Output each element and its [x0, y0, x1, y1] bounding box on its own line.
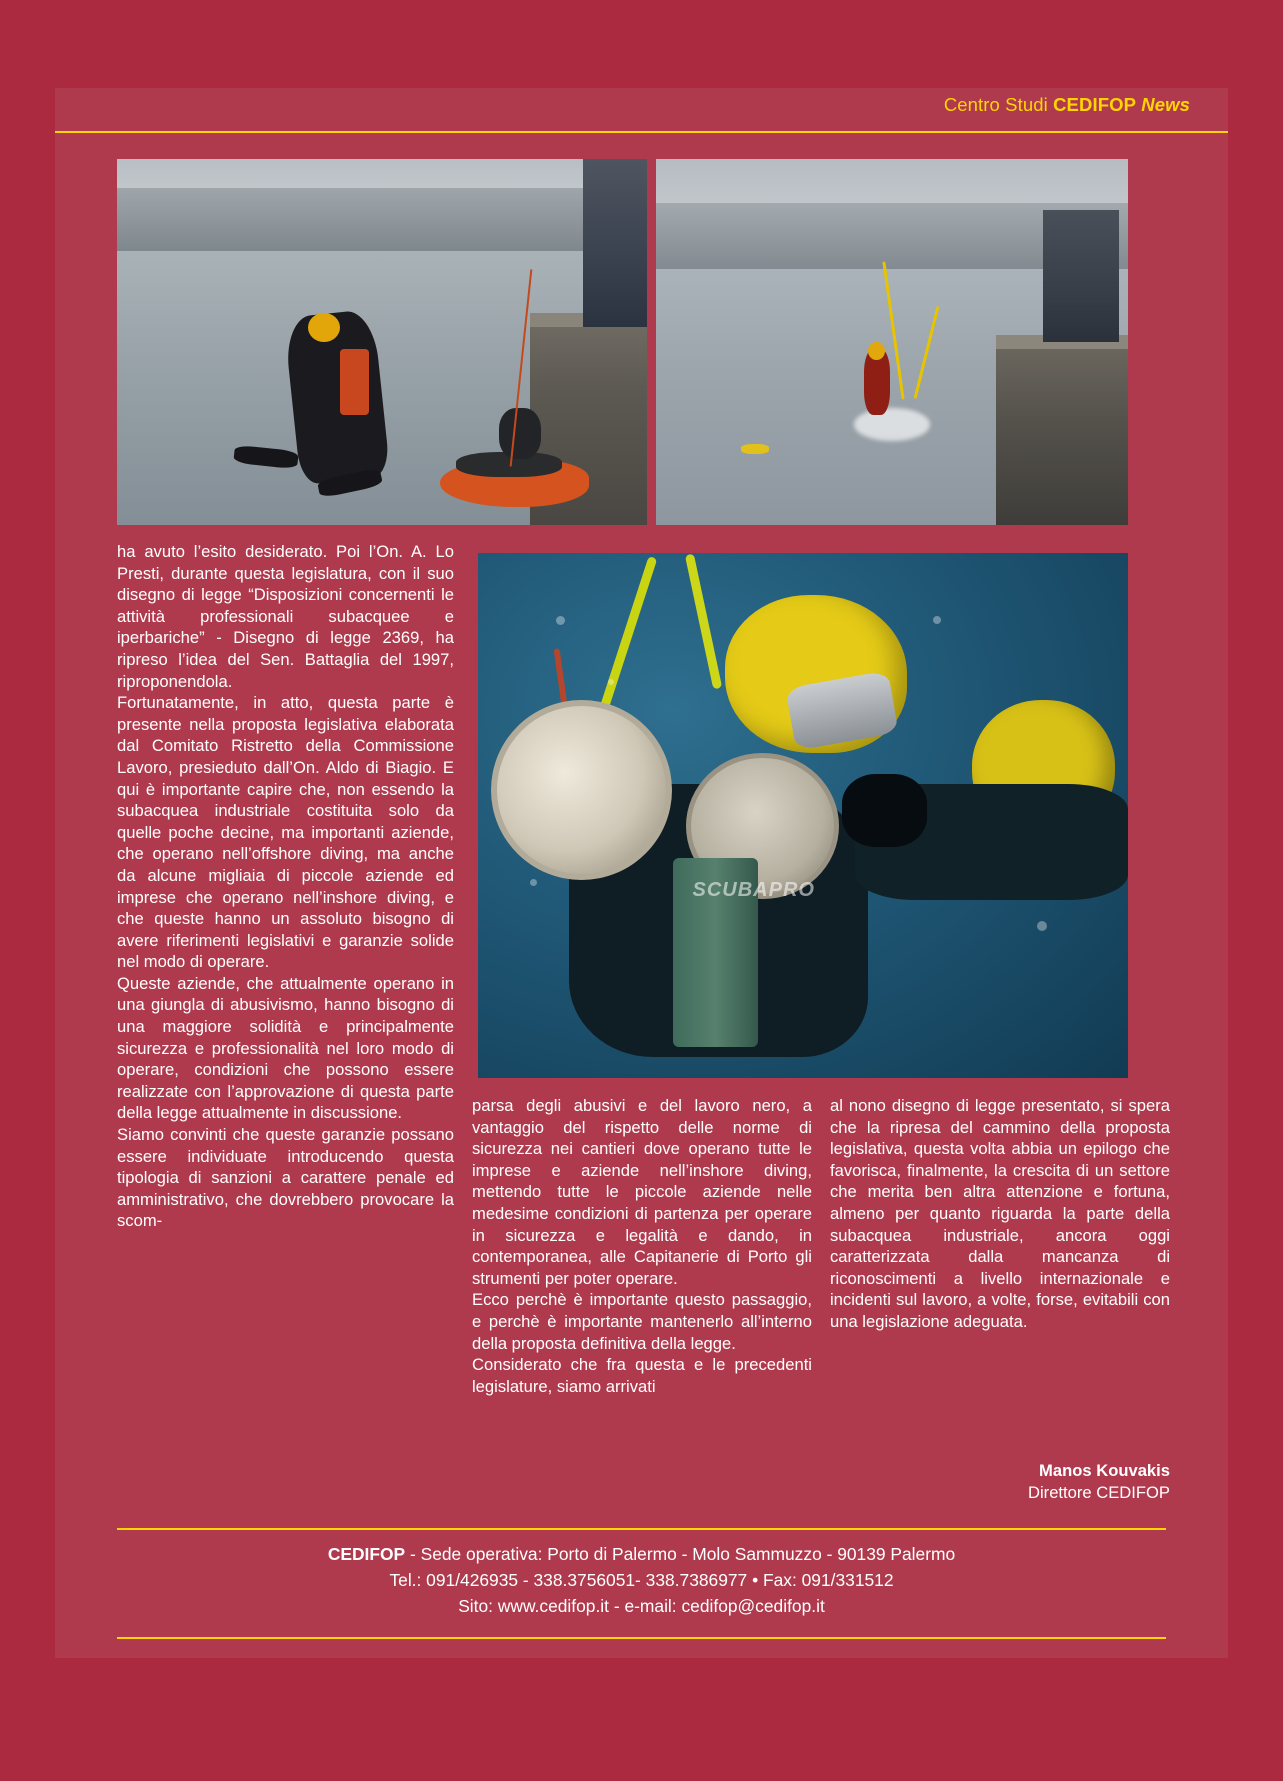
footer-phone-line: Tel.: 091/426935 - 338.3756051- 338.7386977 • Fax: 091/331512 [389, 1570, 894, 1590]
photo2-people-on-pier [1043, 210, 1119, 342]
page-header [55, 88, 1228, 130]
footer-address: - Sede operativa: Porto di Palermo - Molo Sammuzzo - 90139 Palermo [405, 1544, 956, 1564]
photo1-moored-boats [117, 188, 647, 254]
header-title [944, 94, 1190, 116]
photo1-air-tank [340, 349, 369, 415]
paragraph: Queste aziende, che attualmente operano in una giungla di abusivismo, hanno bisogno di una maggiore solidità e principalmente sicurezza e professionalità nel loro modo di operare, condizioni che possono essere realizzate con l’approvazione di questa parte della legge attualmente in discussione. [117, 973, 454, 1123]
photo2-pier [996, 349, 1128, 525]
header-title-brand: CEDIFOP [1053, 94, 1137, 115]
footer-address-line [117, 1541, 1166, 1567]
footer-divider-bottom [117, 1637, 1166, 1639]
paragraph: Fortunatamente, in atto, questa parte è presente nella proposta legislativa elaborata dal Comitato Ristretto della Commissione Lavoro, presieduto dall’On. Aldo di Biagio. E qui è importante capire che, non essendo la subacquea industriale costituita solo da quelle poche decine, ma importanti aziende, che operano nell’offshore diving, ma anche da alcune migliaia di piccole aziende ed imprese che operano nell’inshore diving, e che queste hanno un assoluto bisogno di avere riferimenti legislativi e garanzie solide nel modo di operare. [117, 693, 454, 972]
footer-org-name: CEDIFOP [327, 1544, 406, 1564]
paragraph: parsa degli abusivi e del lavoro nero, a vantaggio del rispetto delle norme di sicurezza nei cantieri dove operano tutte le imprese e aziende nell’inshore diving, mettendo tutte le piccole aziende nelle medesime condizioni di partenza per operare in sicurezza e legalità e dando, in contemporanea, alle Capitanerie di Porto gli strumenti per poter operare. [472, 1096, 812, 1288]
photo2-water-splash [854, 408, 930, 441]
header-divider [55, 131, 1228, 133]
paragraph: Siamo convinti che queste garanzie possano essere individuate introducendo questa tipologia di sanzioni a carattere penale ed amministrativo, che dovrebbero provocare la scom- [117, 1125, 454, 1231]
paragraph: al nono disegno di legge presentato, si spera che la ripresa del cammino della proposta legislativa, questa volta abbia un epilogo che favorisca, finalmente, la crescita di un settore che merita ben altra attenzione e fortuna, almeno per quanto riguarda la parte della subacquea industriale, ancora oggi caratterizzata dalla mancanza di riconoscimenti a livello internazionale e incidenti sul lavoro, a volte, forse, evitabili con una legislazione adeguata. [830, 1096, 1170, 1331]
photo-underwater-diver-working-on-flange [478, 553, 1128, 1078]
signature-name: Manos Kouvakis [1039, 1461, 1170, 1480]
photo-diver-in-harbour-water [656, 159, 1128, 525]
photo3-flange-left [491, 700, 672, 880]
footer-web-line: Sito: www.cedifop.it - e-mail: cedifop@cedifop.it [458, 1596, 825, 1616]
article-signature [830, 1460, 1170, 1503]
signature-role: Direttore CEDIFOP [1028, 1482, 1170, 1502]
article-column-3 [830, 1095, 1170, 1333]
footer-divider-top [117, 1528, 1166, 1530]
photo1-crouching-assistant [499, 408, 541, 459]
article-column-1 [117, 541, 454, 1232]
header-title-prefix: Centro Studi [943, 94, 1054, 115]
page-footer [117, 1541, 1166, 1619]
paragraph: Ecco perchè è importante questo passaggio, e perchè è importante mantenerlo all’interno della proposta definitiva della legge. [472, 1290, 812, 1353]
photo2-floating-marker [741, 444, 769, 453]
photo3-diver-glove [842, 774, 927, 848]
paragraph: ha avuto l’esito desiderato. Poi l’On. A. Lo Presti, durante questa legislatura, con il suo disegno di legge “Disposizioni concernenti le attività professionali subacquee e iperbariche” - Disegno di legge 2369, ha ripreso l’idea del Sen. Battaglia del 1997, riproponendola. [117, 542, 454, 691]
photo3-suit-brand-text: SCUBAPRO [692, 878, 815, 901]
photo1-person-on-pier [583, 159, 647, 327]
header-title-suffix: News [1136, 94, 1190, 115]
photo1-diver-hood [308, 313, 340, 342]
photo-diver-entering-water-pier [117, 159, 647, 525]
article-column-2 [472, 1095, 812, 1397]
paragraph: Considerato che fra questa e le precedenti legislature, siamo arrivati [472, 1355, 812, 1396]
